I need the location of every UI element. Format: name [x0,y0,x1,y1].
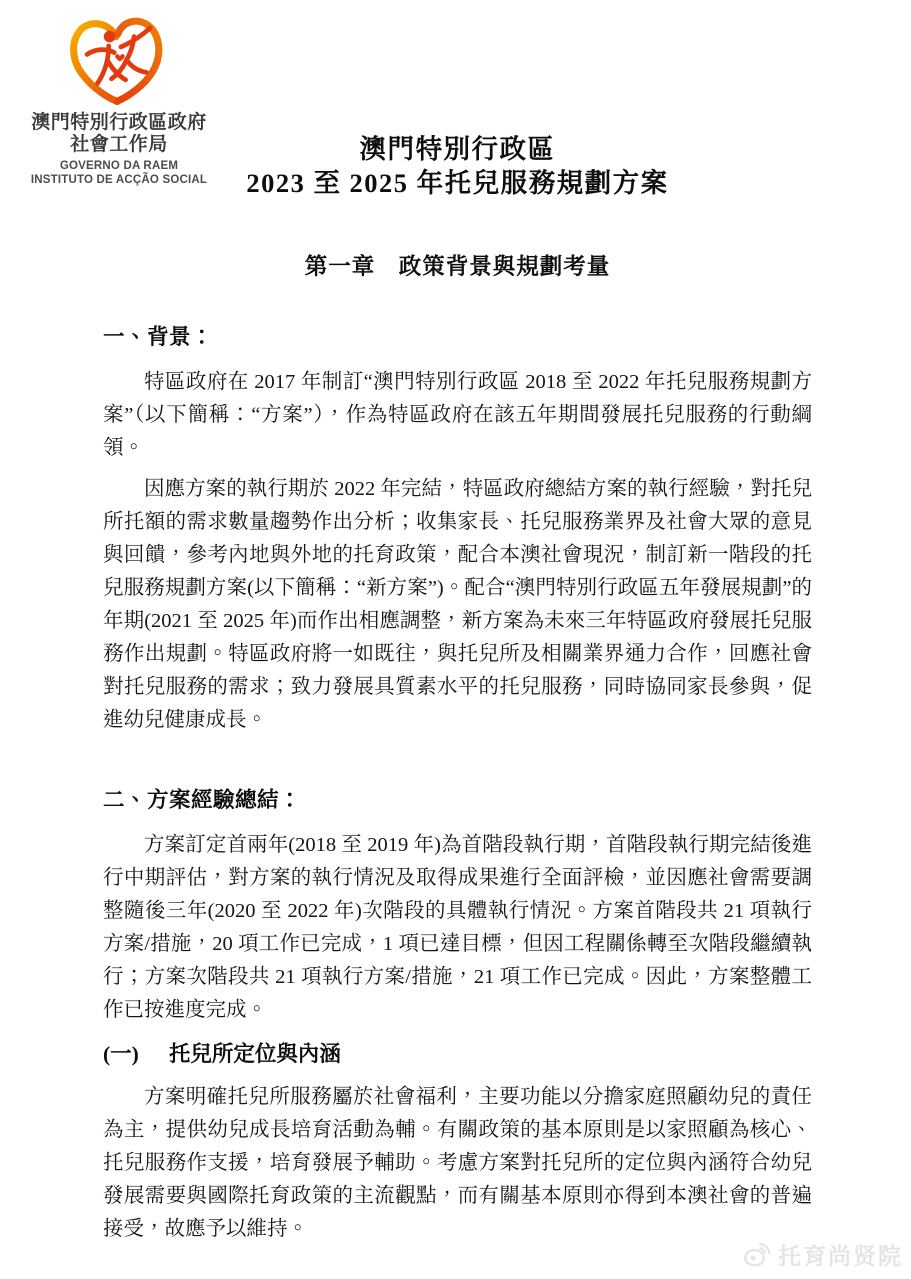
section-2-heading: 二、方案經驗總結： [103,788,302,812]
org-name-pt-line1: GOVERNO DA RAEM [59,160,179,172]
watermark-text: 托育尚贤院 [778,1243,903,1269]
subsection-1-number: (一) [103,1042,139,1066]
org-name-cn-line2: 社會工作局 [70,134,168,155]
title-line-2: 2023 至 2025 年托兒服務規劃方案 [246,168,669,198]
title-line-1: 澳門特別行政區 [359,134,556,164]
document-title [103,132,812,200]
document-body [103,322,812,1246]
ias-heart-logo-icon [66,14,172,108]
weibo-icon [742,1241,772,1268]
subsection-1-heading [103,1039,812,1069]
subsection-1-title: 托兒所定位與內涵 [168,1042,341,1066]
chapter-heading: 第一章 政策背景與規劃考量 [304,254,611,279]
section-2-paragraph-1: 方案訂定首兩年(2018 至 2019 年)為首階段執行期，首階段執行期完結後進行中期評估，對方案的執行情況及取得成果進行全面評檢，並因應社會需要調整隨後三年(2020 至 2022 年)次階段的具體執行情況。方案首階段共 21 項執行方案/措施，20 項工作已完成，1 項已達目標，但因工程關係轉至次階段繼續執行；方案次階段共 21 項執行方案/措施，21 項工作已完成。因此，方案整體工作已按進度完成。 [103,834,812,1021]
watermark [742,1238,903,1271]
subsection-1-paragraph-1: 方案明確托兒所服務屬於社會福利，主要功能以分擔家庭照顧幼兒的責任為主，提供幼兒成長培育活動為輔。有關政策的基本原則是以家照顧為核心、托兒服務作支援，培育發展予輔助。考慮方案對托兒所的定位與內涵符合幼兒發展需要與國際托育政策的主流觀點，而有關基本原則亦得到本澳社會的普遍接受，故應予以維持。 [103,1086,812,1240]
section-1-paragraph-2: 因應方案的執行期於 2022 年完結，特區政府總結方案的執行經驗，對托兒所托額的需求數量趨勢作出分析；收集家長、托兒服務業界及社會大眾的意見與回饋，參考內地與外地的托育政策，配合本澳社會現況，制訂新一階段的托兒服務規劃方案(以下簡稱：“新方案”)。配合“澳門特別行政區五年發展規劃”的年期(2021 至 2025 年)而作出相應調整，新方案為未來三年特區政府發展托兒服務作出規劃。特區政府將一如既往，與托兒所及相關業界通力合作，回應社會對托兒服務的需求；致力發展具質素水平的托兒服務，同時協同家長參與，促進幼兒健康成長。 [103,478,812,731]
section-1-paragraph-1: 特區政府在 2017 年制訂“澳門特別行政區 2018 至 2022 年托兒服務規劃方案”（以下簡稱：“方案”），作為特區政府在該五年期間發展托兒服務的行動綱領。 [103,371,812,459]
org-name-pt-line2: INSTITUTO DE ACÇÃO SOCIAL [30,173,208,186]
org-name-cn-line1: 澳門特別行政區政府 [31,112,207,133]
section-1-heading: 一、背景： [103,325,214,349]
